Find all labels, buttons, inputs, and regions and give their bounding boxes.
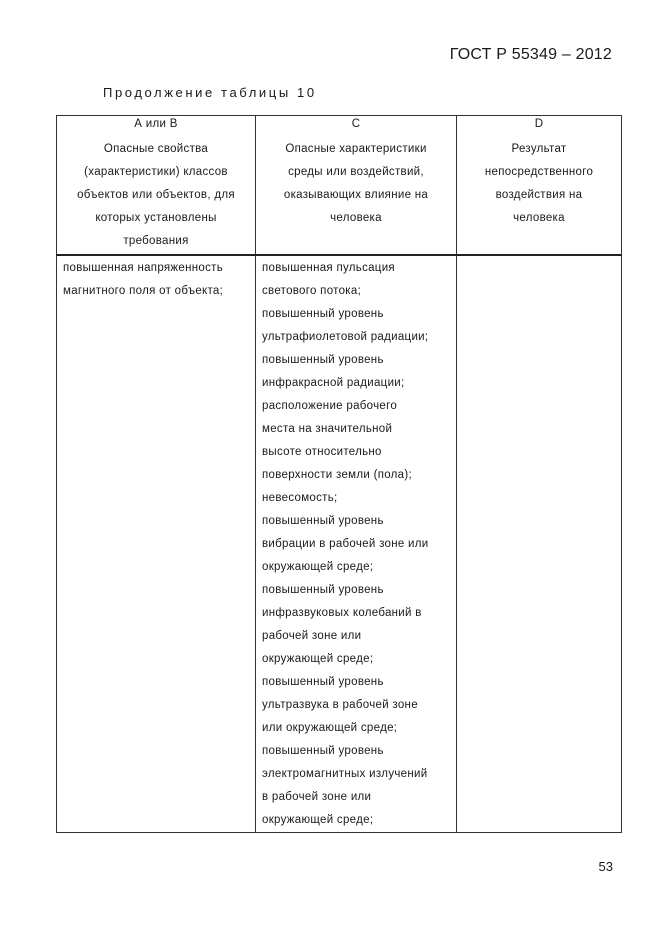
column-title-line: Результат — [511, 143, 567, 155]
cell-line: окружающей среде; — [262, 653, 374, 665]
cell-line: рабочей зоне или — [262, 630, 362, 642]
column-letter: А или В — [134, 118, 178, 130]
cell-line: расположение рабочего — [262, 400, 398, 412]
column-title-line: непосредственного — [484, 166, 594, 178]
cell-line: инфракрасной радиации; — [262, 377, 405, 389]
column-letter: С — [351, 118, 361, 130]
cell-line: повышенный уровень — [262, 584, 384, 596]
cell-line: ультрафиолетовой радиации; — [262, 331, 429, 343]
column-title-line: среды или воздействий, — [288, 166, 424, 178]
column-title-line: оказывающих влияние на — [283, 189, 429, 201]
standard-code: ГОСТ Р 55349 – 2012 — [449, 46, 612, 63]
column-title-line: (характеристики) классов — [84, 166, 228, 178]
column-header-a-or-b — [57, 116, 256, 256]
column-letter: D — [534, 118, 544, 130]
column-title-line: Опасные свойства — [103, 143, 209, 155]
cell-line: или окружающей среде; — [262, 722, 398, 734]
cell-direct-effect — [457, 255, 622, 833]
table-header-row — [57, 116, 622, 256]
cell-line: невесомость; — [262, 492, 338, 504]
column-title-line: которых установлены — [95, 212, 217, 224]
cell-line: светового потока; — [262, 285, 362, 297]
cell-line: повышенный уровень — [262, 354, 384, 366]
cell-environment-hazards — [256, 255, 457, 833]
page-number: 53 — [598, 859, 613, 874]
cell-line: повышенная пульсация — [262, 262, 395, 274]
cell-line: магнитного поля от объекта; — [63, 285, 224, 297]
cell-line: места на значительной — [262, 423, 393, 435]
column-header-c — [256, 116, 457, 256]
column-title-line: Опасные характеристики — [285, 143, 427, 155]
cell-line: поверхности земли (пола); — [262, 469, 413, 481]
table-caption: Продолжение таблицы 10 — [103, 85, 317, 100]
cell-line: повышенный уровень — [262, 676, 384, 688]
column-title-line: воздействия на — [495, 189, 583, 201]
cell-line: окружающей среде; — [262, 561, 374, 573]
column-header-d — [457, 116, 622, 256]
table-row — [57, 255, 622, 833]
column-title-line: человека — [330, 212, 382, 224]
cell-line: инфразвуковых колебаний в — [262, 607, 422, 619]
cell-line: повышенная напряженность — [63, 262, 224, 274]
cell-line: в рабочей зоне или — [262, 791, 372, 803]
cell-line: окружающей среде; — [262, 814, 374, 826]
cell-line: повышенный уровень — [262, 745, 384, 757]
cell-line: повышенный уровень — [262, 515, 384, 527]
cell-line: повышенный уровень — [262, 308, 384, 320]
cell-line: электромагнитных излучений — [262, 768, 428, 780]
cell-hazard-properties — [57, 255, 256, 833]
cell-line: вибрации в рабочей зоне или — [262, 538, 429, 550]
column-title-line: требования — [123, 235, 189, 247]
column-title-line: объектов или объектов, для — [77, 189, 235, 201]
cell-line: высоте относительно — [262, 446, 382, 458]
hazards-table — [56, 115, 622, 833]
cell-line: ультразвука в рабочей зоне — [262, 699, 418, 711]
column-title-line: человека — [513, 212, 565, 224]
